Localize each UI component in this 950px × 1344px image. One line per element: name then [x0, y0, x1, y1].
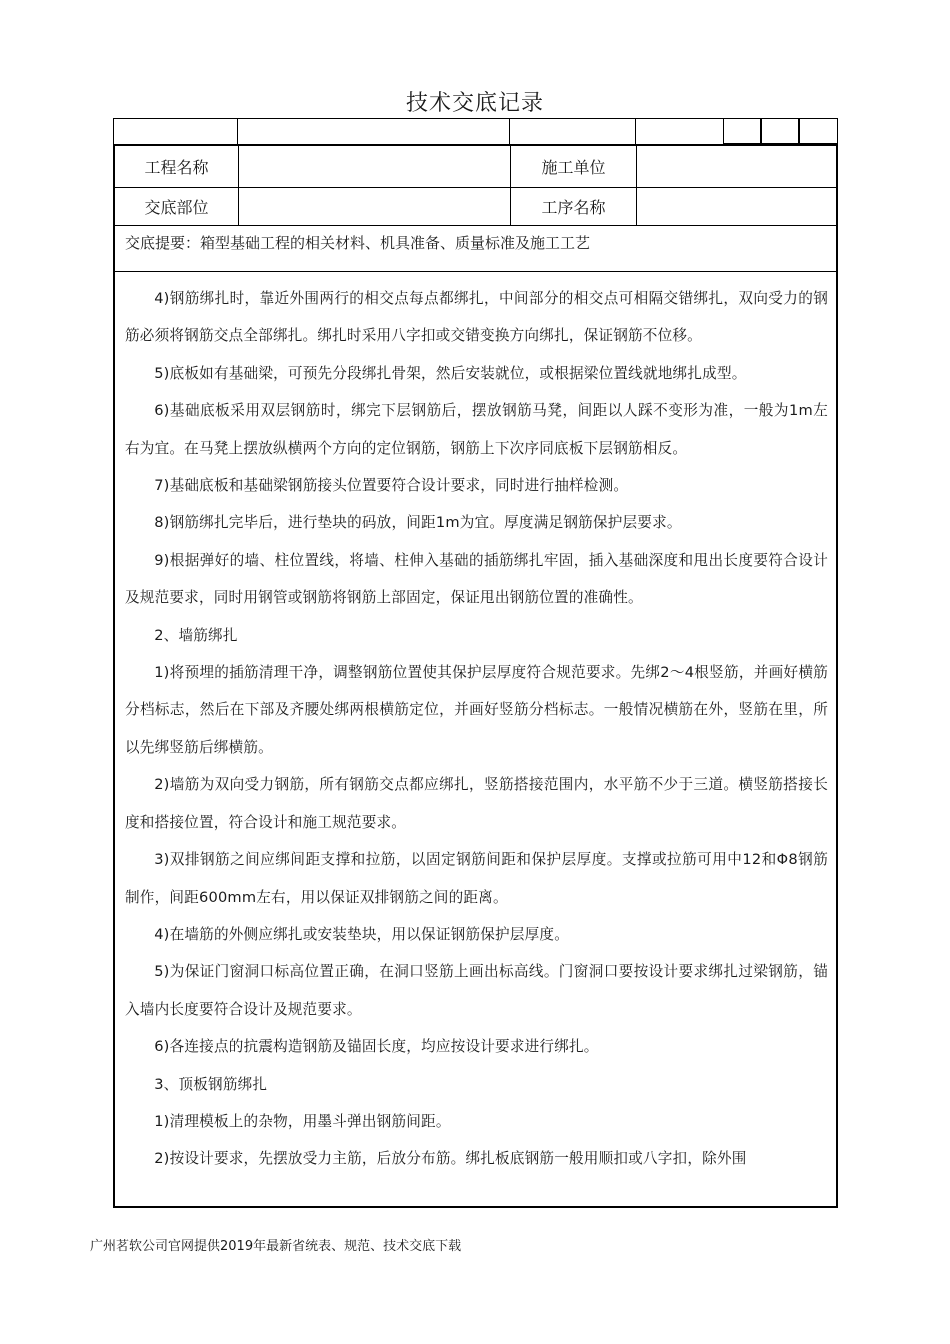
strip-cell	[509, 118, 635, 144]
process-name-value	[637, 188, 836, 225]
paragraph: 6)各连接点的抗震构造钢筋及锚固长度，均应按设计要求进行绑扎。	[154, 1038, 599, 1056]
strip-cell	[761, 118, 799, 144]
process-name-label: 工序名称	[511, 188, 637, 225]
project-name-label: 工程名称	[115, 146, 239, 187]
project-name-value	[239, 146, 511, 187]
section-heading: 3、顶板钢筋绑扎	[154, 1075, 268, 1093]
page-title: 技术交底记录	[405, 91, 544, 116]
header-strip	[113, 118, 838, 144]
paragraph: 8)钢筋绑扎完毕后，进行垫块的码放，间距1m为宜。厚度满足钢筋保护层要求。	[154, 514, 682, 532]
section-heading: 2、墙筋绑扎	[154, 626, 238, 644]
handover-part-label: 交底部位	[115, 188, 239, 225]
construction-unit-value	[637, 146, 836, 187]
strip-cell	[635, 118, 723, 144]
info-table	[113, 144, 838, 226]
paragraph: 2)墙筋为双向受力钢筋，所有钢筋交点都应绑扎，竖筋搭接范围内，水平筋不少于三道。横竖筋搭接长度和搭接位置，符合设计和施工规范要求。	[125, 776, 828, 831]
paragraph: 3)双排钢筋之间应绑间距支撑和拉筋，以固定钢筋间距和保护层厚度。支撑或拉筋可用中12和Φ8钢筋制作，间距600mm左右，用以保证双排钢筋之间的距离。	[125, 851, 828, 906]
strip-cell	[723, 118, 761, 144]
handover-summary: 交底提要：箱型基础工程的相关材料、机具准备、质量标准及施工工艺	[113, 226, 838, 272]
strip-cell	[799, 118, 838, 144]
info-row	[115, 146, 836, 188]
strip-cell	[237, 118, 509, 144]
paragraph: 6)基础底板采用双层钢筋时，绑完下层钢筋后，摆放钢筋马凳，间距以人踩不变形为准，一般为1m左右为宜。在马凳上摆放纵横两个方向的定位钢筋，钢筋上下次序同底板下层钢筋相反。	[125, 402, 828, 457]
paragraph: 1)清理模板上的杂物，用墨斗弹出钢筋间距。	[154, 1112, 451, 1130]
handover-part-value	[239, 188, 511, 225]
paragraph: 7)基础底板和基础梁钢筋接头位置要符合设计要求，同时进行抽样检测。	[154, 477, 629, 495]
paragraph: 5)底板如有基础梁，可预先分段绑扎骨架，然后安装就位，或根据梁位置线就地绑扎成型。	[154, 364, 747, 382]
construction-unit-label: 施工单位	[511, 146, 637, 187]
paragraph: 1)将预埋的插筋清理干净，调整钢筋位置使其保护层厚度符合规范要求。先绑2～4根竖筋，并画好横筋分档标志，然后在下部及齐腰处绑两根横筋定位，并画好竖筋分档标志。一般情况横筋在外，竖筋在里，所以先绑竖筋后绑横筋。	[125, 664, 828, 756]
content-body	[113, 272, 838, 1208]
page-footer: 广州茗软公司官网提供2019年最新省统表、规范、技术交底下载	[90, 1239, 462, 1254]
paragraph: 9)根据弹好的墙、柱位置线，将墙、柱伸入基础的插筋绑扎牢固，插入基础深度和甩出长度要符合设计及规范要求，同时用钢管或钢筋将钢筋上部固定，保证甩出钢筋位置的准确性。	[125, 551, 828, 607]
paragraph: 4)在墙筋的外侧应绑扎或安装垫块，用以保证钢筋保护层厚度。	[154, 925, 569, 943]
paragraph: 5)为保证门窗洞口标高位置正确，在洞口竖筋上画出标高线。门窗洞口要按设计要求绑扎过梁钢筋，锚入墙内长度要符合设计及规范要求。	[125, 963, 828, 1018]
strip-cell	[113, 118, 237, 144]
info-row	[115, 188, 836, 226]
paragraph: 4)钢筋绑扎时，靠近外围两行的相交点每点都绑扎，中间部分的相交点可相隔交错绑扎，双向受力的钢筋必须将钢筋交点全部绑扎。绑扎时采用八字扣或交错变换方向绑扎，保证钢筋不位移。	[125, 290, 828, 345]
paragraph: 2)按设计要求，先摆放受力主筋，后放分布筋。绑扎板底钢筋一般用顺扣或八字扣，除外围	[154, 1150, 747, 1168]
